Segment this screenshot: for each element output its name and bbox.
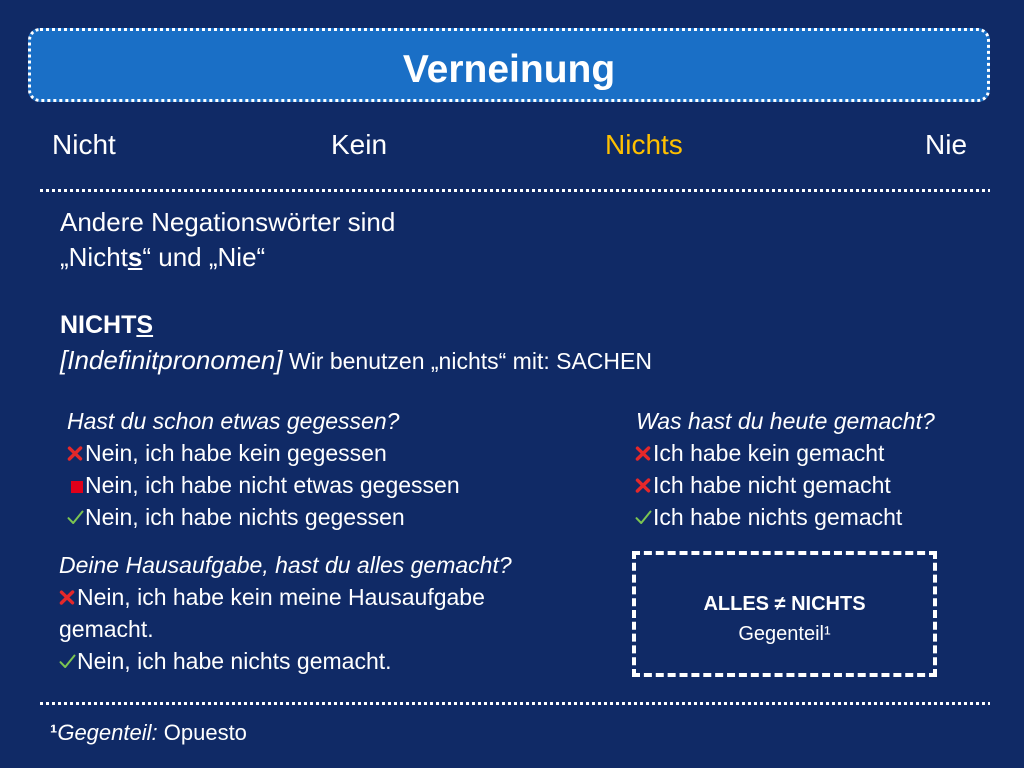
footnote: [50, 716, 247, 750]
answer-row: [635, 501, 935, 533]
answer-row: [67, 501, 460, 533]
dotted-divider-top: [40, 189, 990, 192]
intro-quote-nicht: „Nicht: [60, 242, 128, 272]
answer-row: [635, 437, 935, 469]
intro-quote-und-nie: “ und „Nie“: [142, 242, 266, 272]
negation-word-nie: Nie: [925, 129, 968, 160]
footnote-term: Gegenteil:: [57, 720, 158, 745]
answer-row: [59, 645, 529, 677]
negation-word-nichts: Nichts: [605, 129, 683, 160]
negation-word-kein: Kein: [331, 129, 388, 160]
nichts-heading-text: NICHT: [60, 311, 137, 339]
answer-text: Ich habe nicht gemacht: [653, 472, 891, 498]
contrast-box: [632, 551, 937, 677]
footnote-translation: Opuesto: [163, 720, 247, 745]
example-today: [635, 405, 935, 533]
word-category: [Indefinitpronomen]: [60, 345, 283, 375]
check-icon: [67, 510, 85, 525]
intro-emphasized-s: s: [127, 242, 143, 272]
answer-row: [635, 469, 935, 501]
example-question: Was hast du heute gemacht?: [636, 408, 935, 434]
cross-icon: [67, 446, 85, 461]
answer-text: Nein, ich habe kein gegessen: [85, 440, 387, 466]
answer-text: Nein, ich habe nichts gemacht.: [77, 648, 392, 674]
example-homework: [59, 549, 529, 677]
answer-text: Ich habe nichts gemacht: [653, 504, 903, 530]
cross-icon: [635, 478, 653, 493]
title-banner: [28, 28, 990, 102]
nichts-heading: [60, 308, 153, 343]
footnote-marker: ¹: [50, 720, 58, 745]
answer-row: [67, 437, 460, 469]
example-question: Deine Hausaufgabe, hast du alles gemacht?: [59, 552, 512, 578]
answer-text: Nein, ich habe nicht etwas gegessen: [85, 472, 460, 498]
answer-row: [59, 581, 529, 645]
red-square-icon: [67, 481, 85, 493]
slide-title: Verneinung: [402, 48, 616, 91]
cross-icon: [59, 590, 77, 605]
contrast-heading: ALLES ≠ NICHTS: [703, 593, 866, 615]
usage-note: Wir benutzen „nichts“ mit: SACHEN: [288, 348, 652, 374]
answer-text: Nein, ich habe nichts gegessen: [85, 504, 405, 530]
check-icon: [635, 510, 653, 525]
example-food: [67, 405, 460, 533]
intro-words: [60, 240, 265, 275]
answer-row: [67, 469, 460, 501]
check-icon: [59, 654, 77, 669]
usage-line: [60, 343, 652, 379]
cross-icon: [635, 446, 653, 461]
negation-word-nicht: Nicht: [52, 129, 116, 160]
intro-text: Andere Negationswörter sind: [60, 207, 396, 237]
contrast-label: Gegenteil¹: [738, 623, 831, 645]
example-question: Hast du schon etwas gegessen?: [67, 408, 400, 434]
dotted-divider-bottom: [40, 702, 990, 705]
answer-text: Nein, ich habe kein meine Hausaufgabe gemacht.: [59, 584, 485, 642]
answer-text: Ich habe kein gemacht: [653, 440, 885, 466]
nichts-heading-emphasized-s: S: [136, 311, 154, 339]
